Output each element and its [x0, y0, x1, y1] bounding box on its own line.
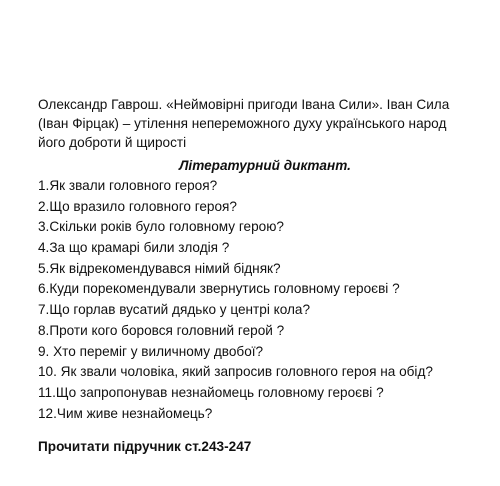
question-item: 9. Хто переміг у виличному двобої? — [38, 343, 264, 359]
question-item: 4.За що крамарі били злодія ? — [38, 240, 230, 256]
intro-line: Олександр Гаврош. «Неймовірні пригоди Івана Сили». Іван Сила — [38, 97, 450, 112]
question-item: 12.Чим живе незнайомець? — [38, 405, 213, 421]
question-item: 6.Куди порекомендували звернутись головному героєві ? — [38, 281, 400, 297]
question-item: 11.Що запропонував незнайомець головному героєві ? — [38, 384, 384, 400]
question-item: 8.Проти кого боровся головний герой ? — [38, 322, 285, 338]
question-item: 2.Що вразило головного героя? — [38, 198, 237, 214]
question-list — [38, 176, 500, 424]
question-item: 3.Скільки років було головному герою? — [38, 219, 284, 235]
question-item: 7.Що горлав вусатий дядько у центрі кола? — [38, 302, 311, 318]
question-item: 5.Як відрекомендувався німий бідняк? — [38, 260, 281, 276]
question-item: 1.Як звали головного героя? — [38, 178, 218, 193]
intro-line: його доброти й щирості — [38, 135, 187, 150]
dictation-title: Літературний диктант. — [179, 158, 351, 173]
intro-paragraph — [38, 95, 500, 152]
question-item: 10. Як звали чоловіка, який запросив головного героя на обід? — [38, 364, 433, 380]
intro-line: (Іван Фірцак) – утілення непереможного духу українського народ — [38, 116, 447, 131]
homework-task: Прочитати підручник ст.243-247 — [38, 439, 252, 454]
